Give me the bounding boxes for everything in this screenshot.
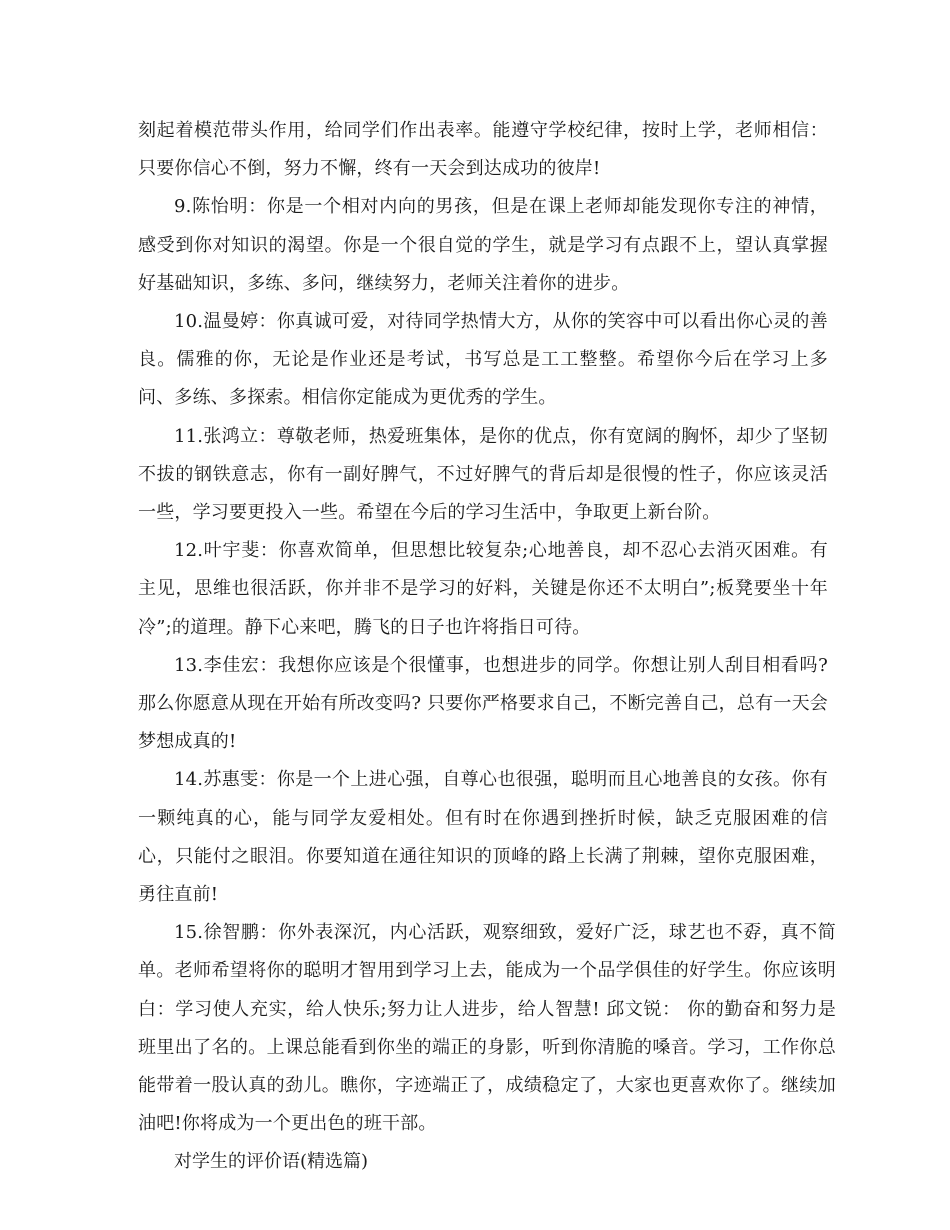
- paragraph-student-15: 15.徐智鹏：你外表深沉，内心活跃，观察细致，爱好广泛，球艺也不孬，真不简单。老师希望将你的聪明才智用到学习上去，能成为一个品学俱佳的好学生。你应该明白：学习使人充实，给人快乐;努力让人进步，给人智慧! 邱文锐： 你的勤奋和努力是班里出了名的。上课总能看到你坐的端正的身影，听到你清脆的嗓音。学习，工作你总能带着一股认真的劲儿。瞧你，字迹端正了，成绩稳定了，大家也更喜欢你了。继续加油吧!你将成为一个更出色的班干部。: [138, 922, 836, 1135]
- paragraph-student-11: 11.张鸿立：尊敬老师，热爱班集体，是你的优点，你有宽阔的胸怀，却少了坚韧不拔的钢铁意志，你有一副好脾气，不过好脾气的背后却是很慢的性子，你应该灵活一些，学习要更投入一些。希望在今后的学习生活中，争取更上新台阶。: [138, 425, 828, 524]
- section-heading: 对学生的评价语(精选篇): [174, 1151, 369, 1173]
- paragraph-student-9: 9.陈怡明：你是一个相对内向的男孩，但是在课上老师却能发现你专注的神情，感受到你对知识的渴望。你是一个很自觉的学生，就是学习有点跟不上，望认真掌握好基础知识，多练、多问，继续努力，老师关注着你的进步。: [138, 196, 828, 294]
- paragraph-continuation: 刻起着模范带头作用，给同学们作出表率。能遵守学校纪律，按时上学，老师相信：只要你信心不倒，努力不懈，终有一天会到达成功的彼岸!: [138, 120, 828, 180]
- document-body: [138, 112, 836, 1182]
- paragraph-student-13: 13.李佳宏：我想你应该是个很懂事，也想进步的同学。你想让别人刮目相看吗?那么你愿意从现在开始有所改变吗? 只要你严格要求自己，不断完善自己，总有一天会梦想成真的!: [138, 654, 828, 753]
- paragraph-student-12: 12.叶宇斐：你喜欢简单，但思想比较复杂;心地善良，却不忍心去消灭困难。有主见，思维也很活跃，你并非不是学习的好料，关键是你还不太明白”;板凳要坐十年冷”;的道理。静下心来吧，腾飞的日子也许将指日可待。: [138, 540, 828, 638]
- paragraph-student-10: 10.温曼婷：你真诚可爱，对待同学热情大方，从你的笑容中可以看出你心灵的善良。儒雅的你，无论是作业还是考试，书写总是工工整整。希望你今后在学习上多问、多练、多探索。相信你定能成为更优秀的学生。: [138, 311, 828, 409]
- paragraph-student-14: 14.苏惠雯：你是一个上进心强，自尊心也很强，聪明而且心地善良的女孩。你有一颗纯真的心，能与同学友爱相处。但有时在你遇到挫折时候，缺乏克服困难的信心，只能付之眼泪。你要知道在通往知识的顶峰的路上长满了荆棘，望你克服困难，勇往直前!: [138, 769, 828, 906]
